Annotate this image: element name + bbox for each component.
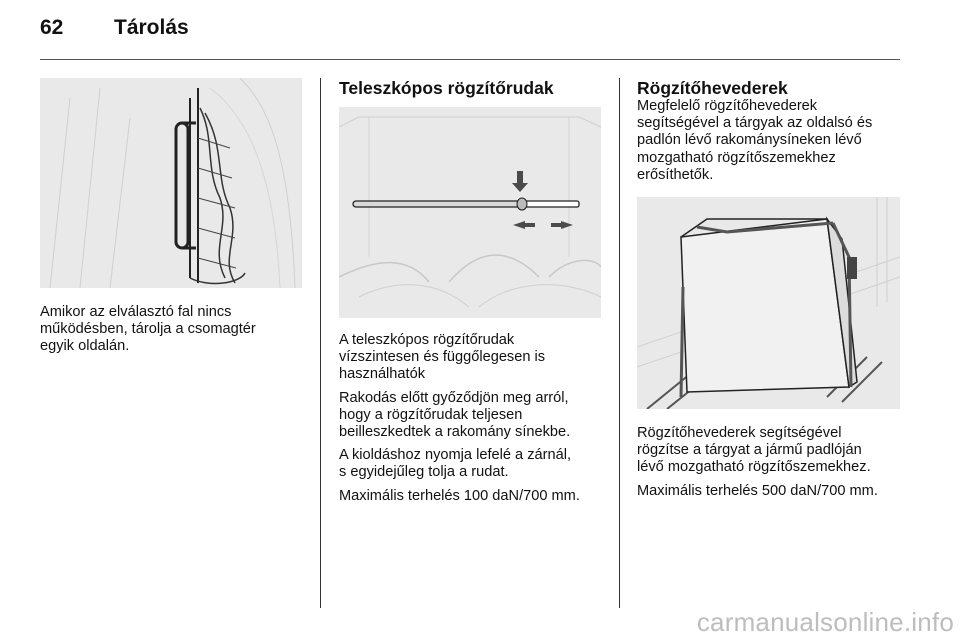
page-title: Tárolás xyxy=(114,16,189,39)
caption-line: egyik oldalán. xyxy=(40,338,130,355)
paragraph xyxy=(637,425,909,477)
text-line: használhatók xyxy=(339,366,426,383)
paragraph xyxy=(339,390,611,442)
watermark: carmanualsonline.info xyxy=(696,607,954,637)
caption-line: Amikor az elválasztó fal nincs xyxy=(40,304,232,320)
paragraph xyxy=(339,332,611,384)
header-rule xyxy=(40,59,900,60)
text-line: A kioldáshoz nyomja lefelé a zárnál, xyxy=(339,447,572,464)
col3-intro xyxy=(637,98,909,184)
paragraph xyxy=(637,483,909,500)
telescopic-bar-illustration xyxy=(339,107,601,318)
paragraph xyxy=(339,488,611,505)
text-line: Megfelelő rögzítőhevederek xyxy=(637,98,818,114)
text-line: s egyidejűleg tolja a rudat. xyxy=(339,464,509,481)
text-line: Rögzítőhevederek segítségével xyxy=(637,425,842,441)
tie-down-straps-heading: Rögzítőhevederek xyxy=(637,78,788,98)
text-line: vízszintesen és függőlegesen is xyxy=(339,349,546,366)
col2-body xyxy=(339,332,611,511)
page-header xyxy=(40,16,900,58)
tie-down-strap-illustration xyxy=(637,197,900,409)
text-line: Maximális terhelés 100 daN/700 mm. xyxy=(339,487,580,504)
text-line: beilleszkedtek a rakomány sínekbe. xyxy=(339,424,571,441)
column-divider-1 xyxy=(320,78,321,608)
column-divider-2 xyxy=(619,78,620,608)
page-number: 62 xyxy=(40,16,64,39)
storage-net-illustration xyxy=(40,78,302,288)
text-line: A teleszkópos rögzítőrudak xyxy=(339,332,515,348)
col1-caption xyxy=(40,304,310,356)
text-line: lévő mozgatható rögzítőszemekhez. xyxy=(637,459,871,476)
paragraph xyxy=(339,447,611,481)
text-line: Maximális terhelés 500 daN/700 mm. xyxy=(637,482,878,499)
text-line: Rakodás előtt győződjön meg arról, xyxy=(339,389,569,406)
col3-body xyxy=(637,425,909,506)
caption-line: működésben, tárolja a csomagtér xyxy=(40,321,256,338)
text-line: hogy a rögzítőrudak teljesen xyxy=(339,406,523,423)
text-line: mozgatható rögzítőszemekhez xyxy=(637,149,836,166)
text-line: padlón lévő rakománysíneken lévő xyxy=(637,132,862,149)
text-line: erősíthetők. xyxy=(637,166,714,183)
text-line: rögzítse a tárgyat a jármű padlóján xyxy=(637,442,862,459)
text-line: segítségével a tárgyak az oldalsó és xyxy=(637,115,873,132)
telescopic-bars-heading: Teleszkópos rögzítőrudak xyxy=(339,78,554,98)
